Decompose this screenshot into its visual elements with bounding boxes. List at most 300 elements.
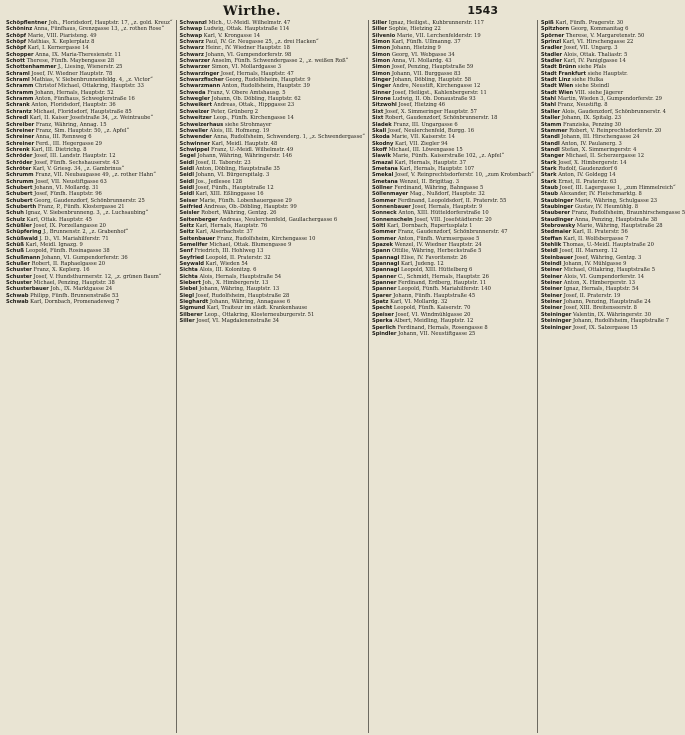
entry-details: Anton, Floridsdorf, Hauptstr. 36: [31, 102, 116, 109]
entry-name: Schwarzfischer: [179, 77, 224, 84]
entry-details: Ottilie, Währing, Herbeckstraße 5: [391, 248, 482, 255]
entry-details: Josef, Rudolfsheim, Hauptstraße 28: [195, 292, 290, 299]
entry-details: Karl, II. Wolfsbergasse 7: [563, 235, 629, 242]
entry-details: Ferdinand, Erdberg, Hauptstr. 11: [398, 280, 487, 287]
entry-name: Standl: [540, 146, 560, 153]
entry-name: Schraml: [6, 77, 30, 84]
entry-details: Mag., Nußdorf, Hauptstr. 32: [409, 191, 485, 198]
entry-details: Ignaz, Heiligst., Kuhbrunnerstr. 117: [388, 20, 484, 26]
entry-name: Schramm: [6, 83, 34, 90]
entry-name: Schwender: [179, 134, 212, 141]
entry-name: Spiß: [540, 20, 554, 26]
entry-name: Simon: [371, 51, 391, 58]
entry-details: Karl, IV. Paniglgasse 14: [563, 58, 626, 65]
directory-column-2: [176, 20, 368, 733]
entry-details: Josef, IV. Wiedner Hauptstr. 78: [31, 70, 113, 77]
entry-details: Valentin, IX. Währingerstr. 30: [572, 311, 652, 318]
entry-details: Josef, II. Taborstr. 23: [195, 159, 251, 166]
entry-details: Ferdinand, Leopoldsdorf, II. Praterstr. 55: [397, 197, 507, 204]
entry-name: Schreiner: [6, 134, 35, 141]
entry-name: Staubinger: [540, 197, 574, 204]
entry-details: siehe Hauptstr.: [587, 70, 628, 77]
entry-details: Therese, Fünfh. Maybengasse 28: [26, 58, 115, 65]
entry-name: Steiner: [540, 305, 563, 312]
entry-name: Seitenbauer: [179, 235, 216, 242]
entry-details: Franz, V. Obere Amtshausg. 5: [207, 89, 286, 96]
entry-details: Johann, VII. Burggasse 83: [391, 70, 461, 77]
entry-name: Schubert: [6, 191, 33, 198]
entry-details: Albert, Meidling, Hauptstr. 12: [394, 318, 474, 325]
entry-details: siehe Steindl: [574, 83, 610, 90]
entry-name: Semelifer: [179, 242, 208, 249]
entry-name: Schöpf: [6, 39, 27, 46]
entry-details: Marie, VII. Lerchenfelderstr. 19: [396, 32, 481, 39]
entry-name: Stedmaier: [540, 229, 572, 236]
entry-details: Josef, XIII. Breitenseerstr. 8: [563, 305, 637, 312]
entry-details: Johann, Währing, Währingerstr. 146: [197, 153, 292, 160]
entry-details: Ludwig, Ottak. Hauptstraße 114: [203, 26, 290, 33]
entry-name: Sprinzl: [540, 39, 562, 46]
entry-details: Wenzel, II. Brigittag. 3: [399, 178, 460, 185]
entry-name: Schrenk: [6, 146, 30, 153]
entry-name: Spanner: [371, 273, 397, 280]
entry-details: Karl, Meidl. Hauptstr. 48: [211, 140, 278, 147]
entry-name: Sonnenschein: [371, 216, 413, 223]
entry-details: Christof Michael, Ottakring, Hauptstr. 33: [35, 83, 144, 90]
entry-name: Standl: [540, 134, 560, 141]
entry-details: Anton, Döbling, Hauptstraße 35: [195, 165, 280, 172]
entry-name: Seywald: [179, 261, 204, 268]
entry-name: Smetana: [371, 178, 398, 185]
entry-details: Johann, VI. Mollardg. 31: [34, 184, 99, 191]
entry-name: Siller: [371, 20, 388, 26]
entry-details: Franz, U.-Meidl. Wilhelmstr. 49: [210, 146, 294, 153]
entry-name: Schöpf: [6, 32, 27, 39]
entry-name: Spannagl: [371, 267, 400, 274]
entry-name: Schwarzmann: [179, 83, 221, 90]
entry-name: Schramm: [6, 89, 34, 96]
entry-name: Stadt Brünn: [540, 64, 577, 71]
entry-details: Josef, V. Hundsthurmerstr. 12, „z. grünen Baum“: [33, 273, 162, 280]
entry-name: Stammer: [540, 127, 568, 134]
entry-details: Ferdinand, Währing, Bahngasse 5: [394, 184, 484, 191]
entry-details: Leopold, XIII. Hüttelberg 6: [400, 267, 473, 274]
entry-name: Spanner: [371, 280, 397, 287]
entry-details: Karl, Hernals, Hauptstr. 107: [399, 165, 475, 172]
entry-details: Anton, Fünfhaus, Schweglerstraße 16: [35, 96, 135, 103]
entry-name: Simon: [371, 58, 391, 65]
entry-details: Peter, Grünberg 2: [210, 108, 259, 115]
entry-name: Söltl: [371, 223, 386, 229]
entry-details: Marie, Währing, Hauptstraße 28: [576, 223, 663, 229]
entry-name: Spanner: [371, 286, 397, 293]
entry-details: Leopold, Fünfh. Rosinagasse 38: [25, 248, 110, 255]
entry-details: Karl, Traiteur im städt. Krankenhause: [206, 305, 308, 312]
entry-name: Spannagl: [371, 261, 400, 268]
entry-details: Michael, Ottak. Blumengasse 9: [209, 242, 292, 249]
directory-column-1: [6, 20, 176, 733]
entry-name: Schuster: [6, 267, 32, 274]
entry-details: Josef, II. Praterstr. 19: [563, 292, 621, 299]
entry-name: Seidl: [179, 184, 195, 191]
entry-details: Marie, VIII. Piaristeng. 49: [27, 32, 97, 39]
entry-name: Siebel: [179, 286, 198, 293]
entry-details: J., Liesing, Wienerstr. 25: [57, 64, 123, 71]
entry-name: Staub: [540, 191, 558, 198]
entry-name: Schüß: [6, 242, 24, 249]
entry-name: Spindler: [371, 330, 397, 337]
entry-name: Siller: [371, 26, 388, 33]
entry-details: Alois, III. Kolonitzg. 6: [199, 267, 257, 274]
entry-details: Johann, Währing, Hauptstr. 13: [199, 286, 280, 293]
entry-details: Franz, Neustiftg. 8: [557, 102, 608, 109]
entry-details: Josef, IX. Salzergasse 15: [572, 324, 638, 331]
entry-name: Schweikert: [179, 102, 212, 109]
entry-name: Sixt: [371, 108, 384, 115]
entry-name: Schwanzl: [179, 20, 207, 26]
entry-name: Seidl: [179, 191, 195, 198]
entry-name: Söllner: [371, 184, 393, 191]
entry-details: Karl, Hernals, Hauptstr. 37: [394, 159, 467, 166]
entry-details: Johann, VI. Bürgerspitalg. 3: [195, 172, 270, 179]
entry-name: Sladek: [371, 121, 392, 128]
entry-name: Schrumm: [6, 172, 34, 179]
entry-details: Robert, Währing, Gentzg. 26: [201, 210, 277, 217]
entry-details: Alois, III. Hofmeng. 19: [209, 127, 270, 134]
entry-name: Schusterbauer: [6, 286, 49, 293]
entry-details: Joh., X. Himbergerstr. 13: [202, 280, 269, 287]
entry-details: Johann, Hernals, Hauptstr. 52: [35, 89, 114, 96]
entry-details: Philipp, Fünfh. Brunnenstraße 53: [30, 292, 119, 299]
entry-details: Martin, Wieden 3, Gumpendorferstr. 29: [557, 96, 662, 103]
entry-details: Jos., Jedlesee 128: [195, 178, 243, 185]
entry-name: Schußer: [6, 261, 31, 268]
entry-details: Karl, XIII. Eßlinggasse 16: [195, 191, 264, 198]
entry-name: Sommer: [371, 235, 397, 242]
entry-details: Ernst, II. Praterstr. 63: [558, 178, 617, 185]
entry-details: Leop., Fünfh. Kirchengasse 14: [213, 115, 294, 122]
entry-name: Seidl: [179, 178, 195, 185]
entry-details: Ferdinand, Hernals, Rosengasse 8: [397, 324, 488, 331]
entry-details: Franz, Sim. Hauptstr. 50, „z. Apfel“: [35, 127, 130, 134]
entry-details: Stefan, X. Simmeringerstr. 4: [561, 146, 637, 153]
entry-details: Karl, Ottak. Hauptstr. 45: [26, 216, 92, 223]
entry-details: Josef, Fünfh., Hauptstraße 12: [195, 184, 274, 191]
entry-details: Marie, Fünfh. Kaiserstraße 102, „z. Apfel“: [392, 153, 505, 160]
entry-name: Sperlich: [371, 324, 396, 331]
entry-details: Josef, III. Lagergasse 1, „zum Himmelreich“: [559, 184, 676, 191]
entry-details: Franz, X. Keplerg. 16: [33, 267, 90, 274]
entry-name: Sonneck: [371, 210, 397, 217]
entry-details: Georg, Rudolfsheim, Hauptstr. 9: [225, 77, 311, 84]
entry-details: Anna, VI. Mollardg. 43: [391, 58, 452, 65]
page-number: 1543: [467, 4, 498, 17]
entry-details: Anton, Rudolfsheim, Hauptstr. 39: [221, 83, 310, 90]
entry-details: Johann, Hietzing 9: [391, 45, 441, 52]
page-title: Wirthe.: [223, 4, 281, 19]
entry-details: Michael, Ottakring, Hauptstraße 5: [563, 267, 656, 274]
entry-details: Josef, VI. Magdalenenstraße 34: [196, 318, 280, 325]
entry-details: Karl, VII. Ziegler 94: [395, 140, 448, 147]
entry-details: Johann, Fünfh. Hauptstraße 45: [393, 292, 476, 299]
entry-details: Anton, IV. Goldegg 14: [558, 172, 616, 179]
entry-name: Sichta: [179, 273, 198, 280]
entry-name: Staub: [540, 184, 558, 191]
entry-details: Josef, Fünfh. Hauptstr. 96: [34, 191, 102, 198]
entry-details: Franz, P., Fünfh. Klostergasse 21: [37, 203, 125, 210]
entry-name: Singer: [371, 77, 391, 84]
entry-details: Anton, Fünfh. Wurmsergasse 5: [397, 235, 480, 242]
entry-name: Stark: [540, 159, 557, 166]
entry-details: Ignaz, Hernals, Hauptstr. 54: [563, 286, 639, 293]
entry-details: Anton, X. Himbergerstr. 13: [563, 280, 636, 287]
entry-details: Karl, VI. Mollardg. 32: [390, 299, 448, 306]
entry-name: Schraml: [6, 70, 30, 77]
entry-details: Mathias, X. Keplerplatz 8: [27, 39, 95, 46]
entry-details: Karl, Dornbach, Rupertusplatz 1: [386, 223, 473, 229]
entry-name: Schopper: [6, 51, 34, 58]
entry-details: Josef, Hernals, Hauptstr. 9: [412, 203, 483, 210]
entry-name: Specht: [371, 305, 393, 312]
entry-details: Marie, Fünfh. Lobenhauergasse 29: [199, 197, 292, 204]
entry-details: Karl, III. Dietrichg. 8: [31, 146, 87, 153]
entry-name: Schröter: [6, 165, 32, 172]
entry-name: Schweller: [179, 127, 208, 134]
entry-details: Georg, Kommanitag 6: [570, 26, 629, 33]
entry-name: Schreiner: [6, 140, 35, 147]
entry-details: Franz, Gaudenzdorf, Schönbrunnerstr. 47: [397, 229, 508, 236]
entry-details: Mich., U.-Meidl. Wilhelmstr. 47: [208, 20, 291, 26]
entry-name: Schweizerhaus: [179, 121, 224, 128]
entry-name: Staubinger: [540, 203, 574, 210]
entry-details: Robert, V. Reinprechtsdorferstr. 20: [569, 127, 662, 134]
entry-name: Siebert: [179, 280, 201, 287]
entry-details: Ludwig, II. Ob. Donaustraße 93: [392, 96, 476, 103]
entry-details: Karl, II. Kaiser Josefstraße 34, „z. Weintraube“: [29, 115, 154, 122]
entry-name: Staudinger: [540, 216, 574, 223]
entry-details: Therese, V. Margaretenstr. 50: [565, 32, 645, 39]
entry-name: Schwarzer: [179, 64, 210, 71]
entry-details: Franz, VII. Neubaugasse 49, „z. rother Hahn“: [35, 172, 156, 179]
entry-details: Anton, XIII. Hütteldorferstraße 10: [398, 210, 489, 217]
entry-name: Schwippel: [179, 146, 210, 153]
entry-name: Steiner: [540, 273, 563, 280]
entry-name: Sradler: [540, 45, 563, 52]
entry-name: Spitzhorn: [540, 26, 570, 33]
entry-name: Spörner: [540, 32, 565, 39]
entry-name: Stahl: [540, 102, 557, 109]
entry-details: Josef, Penzing, Hauptstraße 59: [391, 64, 474, 71]
entry-name: Silberer: [179, 311, 203, 318]
entry-details: Josef, VII. Neustiftgasse 63: [35, 178, 107, 185]
entry-name: Schöpf: [6, 45, 27, 52]
entry-name: Sichta: [179, 267, 198, 274]
entry-name: Skoda: [371, 134, 390, 141]
entry-details: Karl, Fünfh. Pragerstr. 30: [555, 20, 624, 26]
entry-name: Schüßler: [6, 223, 32, 229]
entry-name: Stadt Linz: [540, 77, 571, 84]
entry-details: Josef, III. Landstr. Hauptstr. 12: [34, 153, 116, 160]
entry-details: siehe Pfals: [577, 64, 607, 71]
entry-details: Georg, VI. Webgasse 34: [391, 51, 455, 58]
entry-name: Stauberer: [540, 210, 571, 217]
entry-name: Schwap: [179, 26, 203, 33]
entry-details: Johann, VII. Neustiftgasse 25: [398, 330, 476, 337]
entry-details: Anselm, Fünfh. Schwendergasse 2, „z. weißen Roß“: [211, 58, 349, 65]
entry-name: Staller: [540, 115, 561, 122]
entry-details: Karl, Judeng. 12: [400, 261, 444, 268]
entry-name: Simon: [371, 39, 391, 46]
entry-name: Steffan: [540, 235, 562, 242]
entry-name: Slawik: [371, 153, 392, 160]
entry-name: Standl: [540, 140, 560, 147]
entry-details: Thomas, U.-Meidl. Hauptstraße 20: [562, 242, 654, 249]
entry-details: Andreas, Neulerchenfeld, Gaullachergasse 6: [219, 216, 338, 223]
entry-name: Stebrowsky: [540, 223, 576, 229]
entry-name: Schrank: [6, 102, 30, 109]
entry-name: Stadt Wien: [540, 83, 574, 90]
entry-name: Steininger: [540, 318, 572, 325]
entry-name: Smazal: [371, 159, 393, 166]
entry-details: Sophie, Hietzing 22: [388, 26, 441, 33]
entry-name: Seidl: [179, 165, 195, 172]
entry-details: Karl, Hernals, Hauptstr. 76: [195, 223, 268, 229]
entry-name: Senf: [179, 248, 193, 255]
entry-name: Spatz: [371, 299, 389, 306]
entry-name: Simon: [371, 64, 391, 71]
entry-details: Elise, IV. Favoritenstr. 26: [400, 254, 467, 261]
entry-name: Schrantz: [6, 108, 32, 115]
entry-name: Sommer: [371, 197, 397, 204]
entry-name: Steiner: [540, 267, 563, 274]
entry-details: Simon, VI. Mollardgasse 3: [211, 64, 282, 71]
entry-name: Sixt: [371, 115, 384, 122]
entry-name: Siller: [179, 318, 195, 325]
entry-name: Schredl: [6, 115, 29, 122]
entry-details: Friedrich, III. Hohlweg 13: [194, 248, 264, 255]
entry-name: Schubert: [6, 197, 33, 204]
entry-details: siehe Hulka: [572, 77, 604, 84]
entry-name: Seifried: [179, 203, 203, 210]
entry-name: Spannagl: [371, 254, 400, 261]
entry-name: Steininger: [540, 324, 572, 331]
directory-column-4: [537, 20, 685, 733]
entry-details: Josef, Hernals, Hauptstr. 47: [220, 70, 294, 77]
entry-details: Karl, Dornbach, Promenadeweg 7: [30, 299, 120, 306]
entry-details: Josef, VI. Windmühlgasse 20: [395, 311, 471, 318]
entry-details: J. D., VI. Mariahilferstr. 71: [39, 235, 109, 242]
entry-details: Michael, II. Scherzergasse 12: [565, 153, 645, 160]
entry-details: Karl, V. Krongasse 14: [203, 32, 261, 39]
entry-details: Robert, II. Raphaelgasse 20: [31, 261, 106, 268]
directory-entry: [180, 318, 365, 324]
entry-details: Josef, X. Simmeringer Hauptstr. 57: [384, 108, 477, 115]
entry-name: Schwab: [6, 292, 29, 299]
entry-name: Spann: [371, 248, 391, 255]
entry-details: Leopold, II. Praterstr. 32: [205, 254, 271, 261]
entry-name: Sommer: [371, 229, 397, 236]
directory-entry: [372, 331, 534, 337]
entry-details: Marie, VII. Kaiserstr. 14: [391, 134, 455, 141]
entry-name: Siegl: [179, 292, 195, 299]
entry-name: Schröder: [6, 153, 33, 160]
entry-name: Steiner: [540, 280, 563, 287]
entry-name: Stadt Frankfurt: [540, 70, 586, 77]
entry-details: Michael, III. Löwengasse 15: [388, 146, 463, 153]
entry-name: Sigmund: [179, 305, 206, 312]
entry-details: Mathias, V. Siebenbrunnenfeldg. 4, „z. Victor“: [31, 77, 153, 84]
entry-name: Schüpfering: [6, 229, 42, 236]
entry-details: Johann, III. Hirschengasse 24: [561, 134, 640, 141]
entry-details: Franz, Rudolfsheim, Braunhirschengasse 5: [571, 210, 685, 217]
entry-details: Paul, IV. Gr. Neugasse 25, „z. drei Hacken“: [205, 39, 319, 46]
entry-details: Andreas, Ob.-Döbling, Hauptstr. 99: [204, 203, 297, 210]
entry-name: Segel: [179, 153, 196, 160]
entry-details: Karl, V. Griesg. 34, „z. Gambrinus“: [32, 165, 125, 172]
entry-name: Seitz: [179, 223, 195, 229]
entry-details: Gustav, IV. Heumühlg. 8: [574, 203, 639, 210]
entry-details: Josef, Währing, Gentzg. 3: [574, 254, 642, 261]
entry-details: siehe Strohmayer: [224, 121, 272, 128]
entry-name: Steidl: [540, 248, 558, 255]
entry-details: Rudolf, Gaudenzdorf 6: [558, 165, 618, 172]
entry-name: Schwab: [6, 299, 29, 306]
entry-details: Johann, Rudolfsheim, Hauptstraße 7: [572, 318, 669, 325]
entry-name: Sinner: [371, 89, 391, 96]
entry-details: Josef, Fünfh. Sechshauserstr. 43: [34, 159, 119, 166]
entry-details: Karl, I. Kernergasse 14: [27, 45, 89, 52]
entry-name: Schott: [6, 58, 26, 65]
entry-details: Franz, III. Ungargasse 6: [393, 121, 458, 128]
entry-name: Schulz: [6, 216, 25, 223]
entry-details: C., Schmidt, Hernals, Hauptstr. 26: [398, 273, 489, 280]
entry-details: Johann, IV. Mühlgasse 9: [563, 261, 627, 268]
entry-details: Leopold, Fünfh. Kaiserstr. 70: [393, 305, 471, 312]
entry-details: Anna, Fünfhaus, Grenzgasse 13, „z. rothen Rose“: [33, 26, 165, 33]
entry-name: Smetana: [371, 165, 398, 172]
entry-details: Ferd., III. Hegergasse 29: [35, 140, 102, 147]
entry-name: Sonnenbauer: [371, 203, 411, 210]
entry-name: Stahl: [540, 96, 557, 103]
entry-details: Anna, IX. Maria-Theresienstr. 11: [35, 51, 122, 58]
entry-name: Stadt Wien: [540, 89, 574, 96]
entry-name: Stanger: [540, 153, 565, 160]
entry-name: Stehlik: [540, 242, 562, 249]
entry-details: Karl, Alserbachstr. 37: [195, 229, 253, 236]
entry-name: Schreiner: [6, 127, 35, 134]
entry-name: Stadler: [540, 51, 563, 58]
entry-details: Johann, VI. Gumpendorferstr. 36: [41, 254, 128, 261]
entry-name: Schußmann: [6, 254, 41, 261]
entry-details: Josef, III. Marxerg. 12: [559, 248, 618, 255]
entry-name: Sirone: [371, 96, 391, 103]
directory-entry: [6, 299, 173, 305]
entry-details: Leop., Ottakring, Klosterneuburgerstr. 51: [204, 311, 315, 318]
entry-details: Johann, VI. Gumpendorferstr. 98: [205, 51, 292, 58]
entry-details: Andreas, Ottak., Hippgasse 23: [213, 102, 295, 109]
entry-details: Josef, VII. Ungarg. 3: [563, 45, 618, 52]
entry-name: Smekal: [371, 172, 394, 179]
entry-details: Michael, Floridsdorf, Hauptstraße 85: [33, 108, 132, 115]
entry-name: Stadler: [540, 58, 563, 65]
entry-name: Seitz: [179, 229, 195, 236]
entry-details: Joh., Floridsdorf, Hauptstr. 17, „z. gold. Kreuz“: [48, 20, 173, 26]
entry-name: Schwarzer: [179, 58, 210, 65]
entry-details: Anna, Rudolfsheim, Schwenderg. 1, „z. Schwendergasse“: [213, 134, 365, 141]
entry-name: Schuß: [6, 248, 24, 255]
entry-name: Schottenhammer: [6, 64, 57, 71]
entry-name: Schwarz: [179, 45, 204, 52]
